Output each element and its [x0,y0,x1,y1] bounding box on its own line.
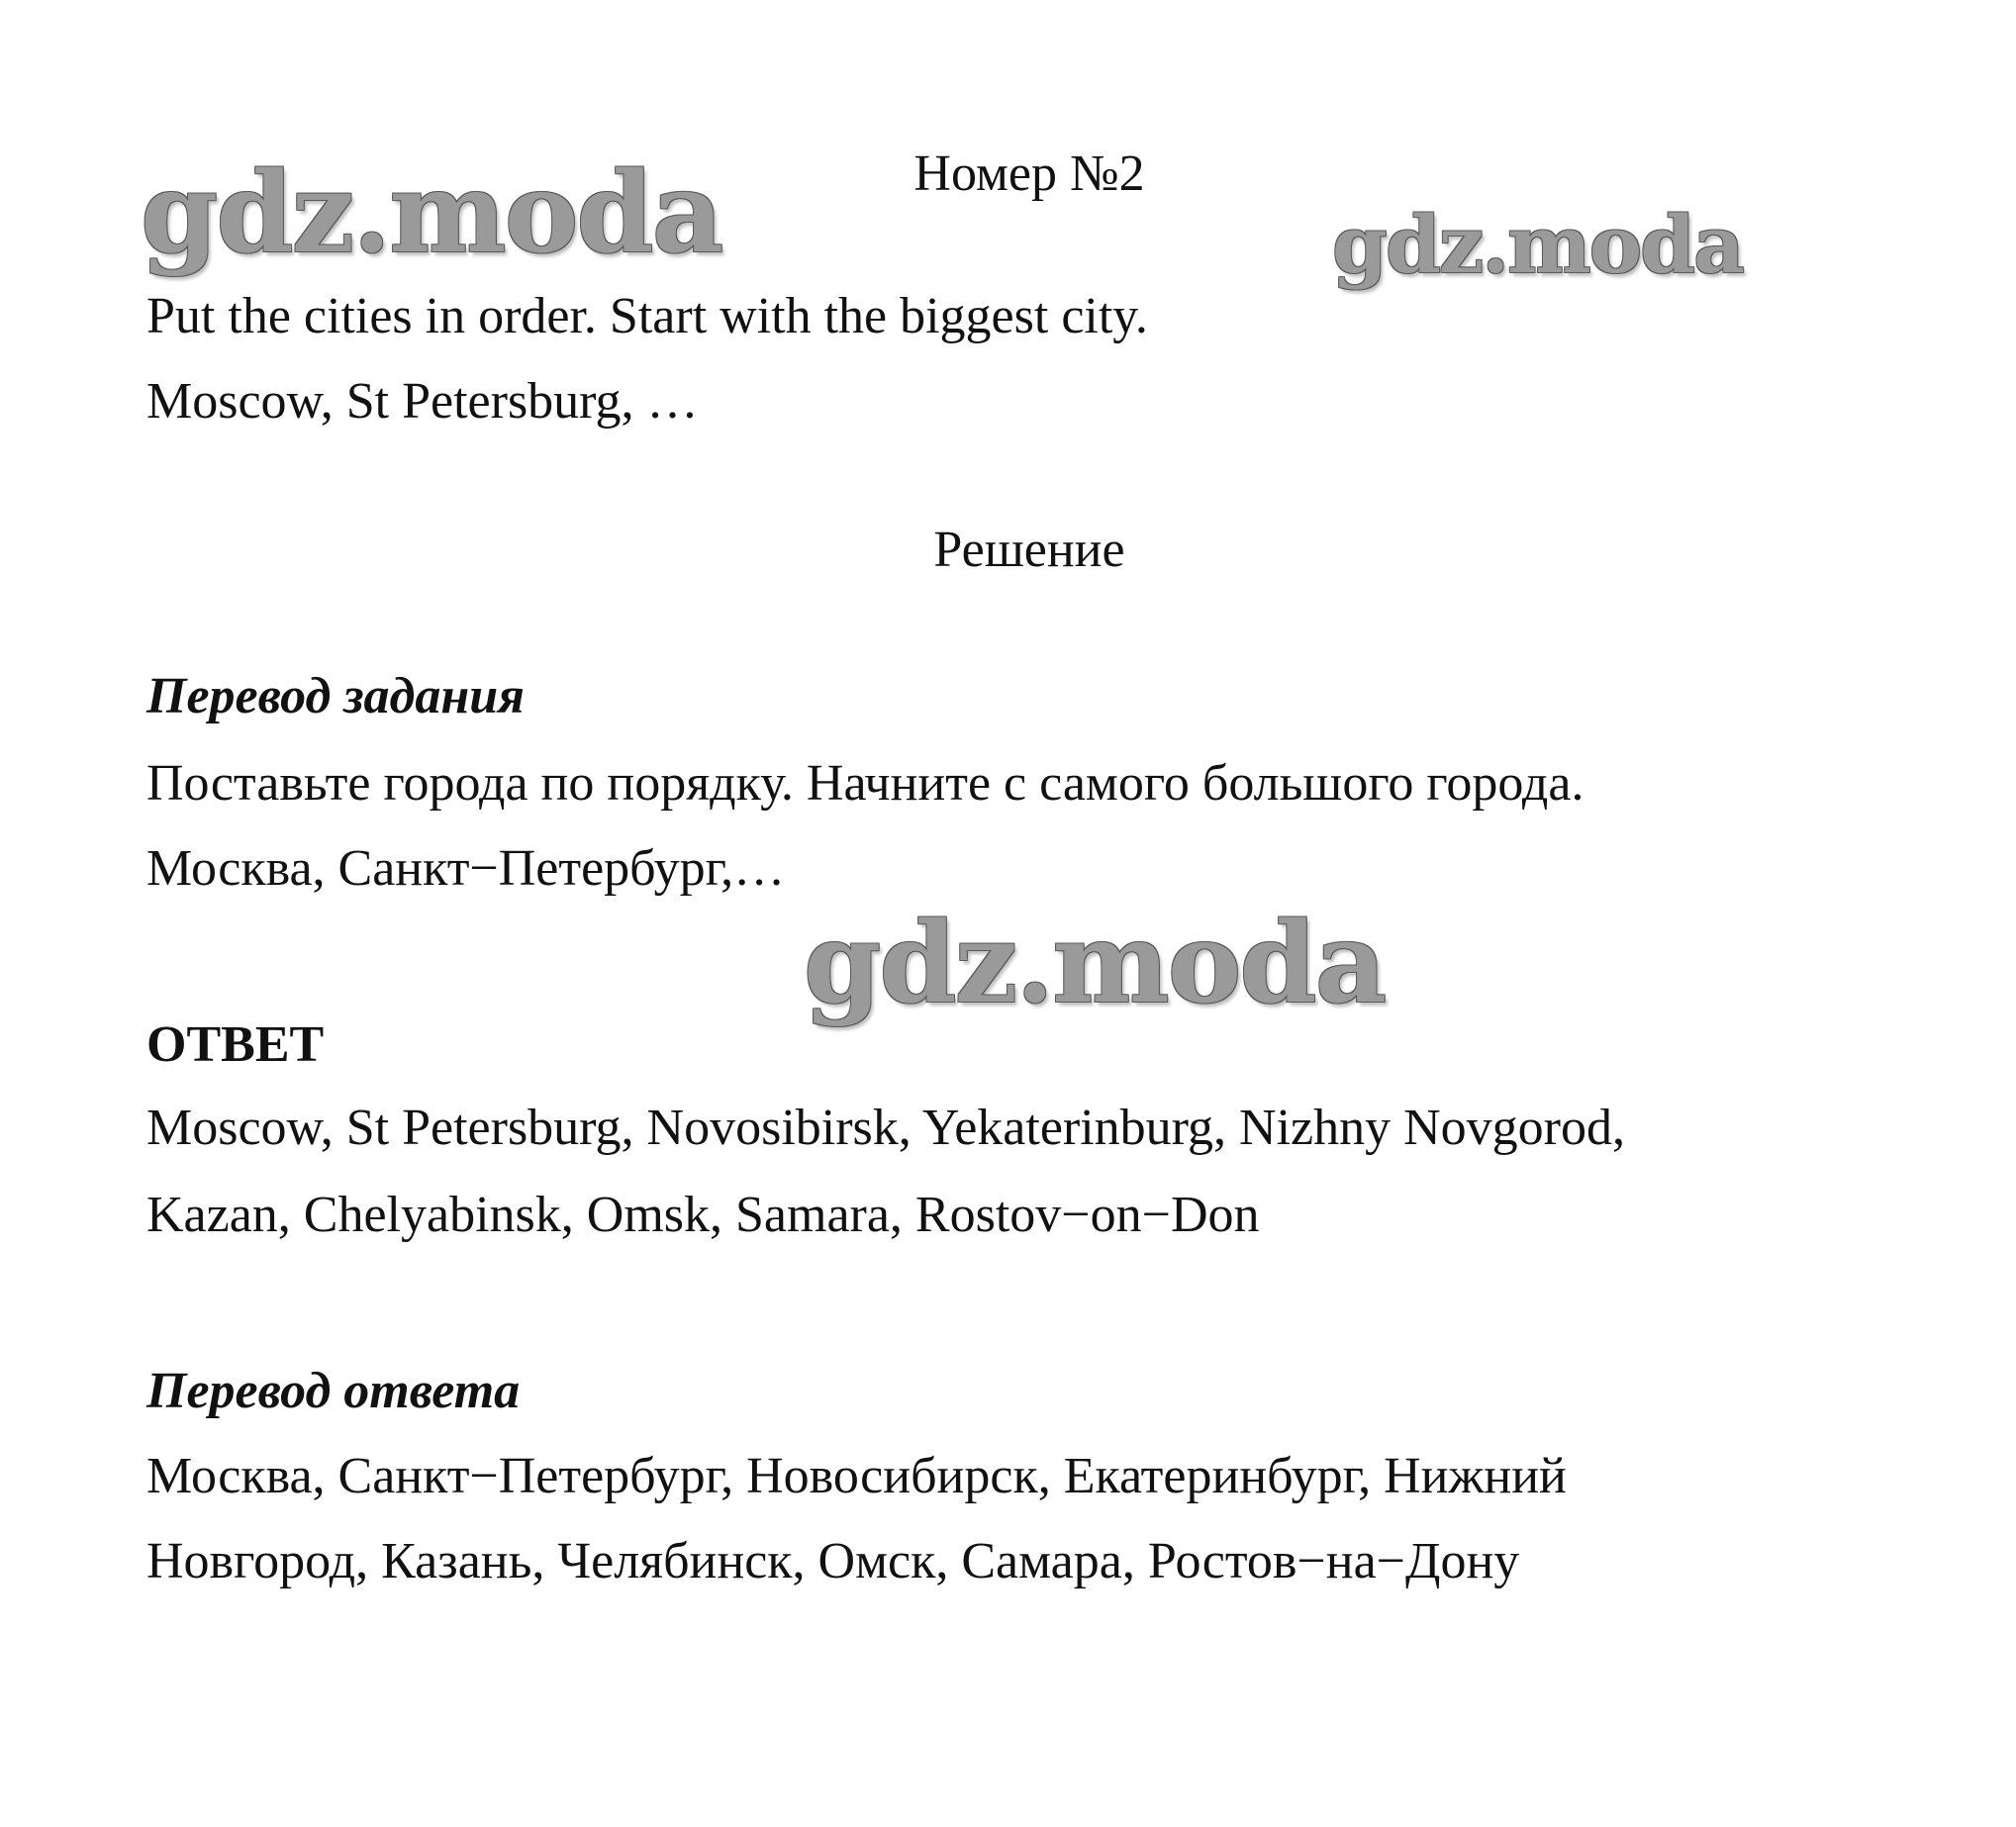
task-instruction: Put the cities in order. Start with the biggest city. [146,288,1148,344]
watermark-logo-top-left: gdz.moda [141,148,722,278]
task-translation-line-1: Поставьте города по порядку. Начните с самого большого города. [146,755,1584,812]
task-translation-heading: Перевод задания [146,668,525,724]
solution-label: Решение [933,522,1125,578]
watermark-logo-middle: gdz.moda [804,899,1386,1028]
answer-line-1: Moscow, St Petersburg, Novosibirsk, Yekaterinburg, Nizhny Novgorod, [146,1100,1625,1156]
answer-translation-line-1: Москва, Санкт−Петербург, Новосибирск, Екатеринбург, Нижний [146,1448,1567,1504]
answer-translation-line-2: Новгород, Казань, Челябинск, Омск, Самара, Ростов−на−Дону [146,1533,1520,1589]
page-title: Номер №2 [913,145,1145,202]
answer-line-2: Kazan, Chelyabinsk, Omsk, Samara, Rostov−on−Don [146,1187,1260,1243]
task-example: Moscow, St Petersburg, … [146,373,699,430]
watermark-logo-top-right: gdz.moda [1332,198,1743,291]
answer-translation-heading: Перевод ответа [146,1363,521,1419]
task-translation-line-2: Москва, Санкт−Петербург,… [146,840,786,897]
answer-heading: ОТВЕТ [146,1016,325,1073]
